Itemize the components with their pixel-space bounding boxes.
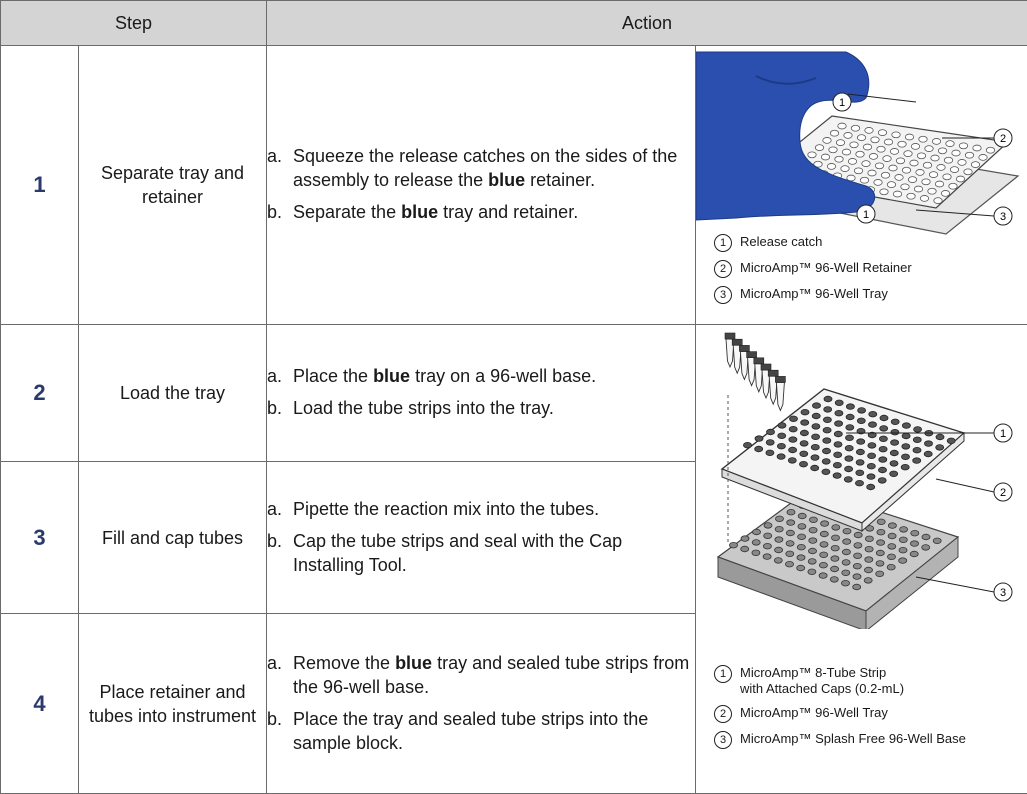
svg-text:3: 3 (999, 211, 1007, 223)
step-title: Load the tray (79, 325, 267, 462)
svg-text:1: 1 (999, 428, 1007, 440)
step-actions (267, 46, 696, 325)
retainer-illustration (696, 46, 1026, 246)
callout-1-bottom (857, 205, 875, 223)
callout-2 (994, 129, 1012, 147)
list-item: a. Pipette the reaction mix into the tubes. (267, 498, 600, 519)
step-title: Separate tray and retainer (79, 46, 267, 325)
figure-legend (714, 665, 966, 757)
list-item: b. Cap the tube strips and seal with the Cap Installing Tool. (267, 530, 623, 575)
callout-1 (994, 424, 1012, 442)
legend-item: 3 MicroAmp™ 96-Well Tray (714, 286, 912, 312)
legend-item: 2 MicroAmp™ 96-Well Retainer (714, 260, 912, 286)
svg-text:1: 1 (862, 209, 870, 221)
header-step: Step (1, 1, 267, 46)
list-item: b. Place the tray and sealed tube strips into the sample block. (267, 708, 649, 753)
svg-text:2: 2 (999, 133, 1007, 145)
step-number: 2 (1, 325, 79, 462)
list-item: b. Separate the blue tray and retainer. (267, 202, 579, 222)
list-item: a. Remove the blue tray and sealed tube strips from the 96-well base. (267, 652, 690, 697)
figure-legend (714, 234, 912, 312)
header-action: Action (267, 1, 1027, 46)
svg-text:3: 3 (999, 587, 1007, 599)
step-title: Place retainer and tubes into instrument (79, 614, 267, 794)
callout-2 (994, 483, 1012, 501)
figure-tray-cell (696, 325, 1027, 794)
table-header-row (1, 1, 1027, 46)
callout-1-top (833, 93, 851, 111)
list-item: a. Place the blue tray on a 96-well base. (267, 366, 597, 386)
legend-item: 2 MicroAmp™ 96-Well Tray (714, 705, 966, 731)
step-actions (267, 325, 696, 462)
step-actions (267, 614, 696, 794)
legend-item: 1 MicroAmp™ 8-Tube Strip with Attached Caps (0.2-mL) (714, 665, 966, 705)
step-number: 4 (1, 614, 79, 794)
step-actions (267, 462, 696, 614)
table-row (1, 325, 1027, 462)
callout-3 (994, 583, 1012, 601)
legend-item: 1 Release catch (714, 234, 912, 260)
legend-item: 3 MicroAmp™ Splash Free 96-Well Base (714, 731, 966, 757)
callout-3 (994, 207, 1012, 225)
step-number: 1 (1, 46, 79, 325)
svg-text:1: 1 (838, 97, 846, 109)
svg-text:2: 2 (999, 487, 1007, 499)
list-item: a. Squeeze the release catches on the sides of the assembly to release the blue retainer. (267, 146, 678, 190)
tray-assembly-illustration (696, 329, 1026, 629)
list-item: b. Load the tube strips into the tray. (267, 398, 554, 418)
step-title: Fill and cap tubes (79, 462, 267, 614)
step-number: 3 (1, 462, 79, 614)
figure-retainer-cell (696, 46, 1027, 325)
table-row (1, 46, 1027, 325)
